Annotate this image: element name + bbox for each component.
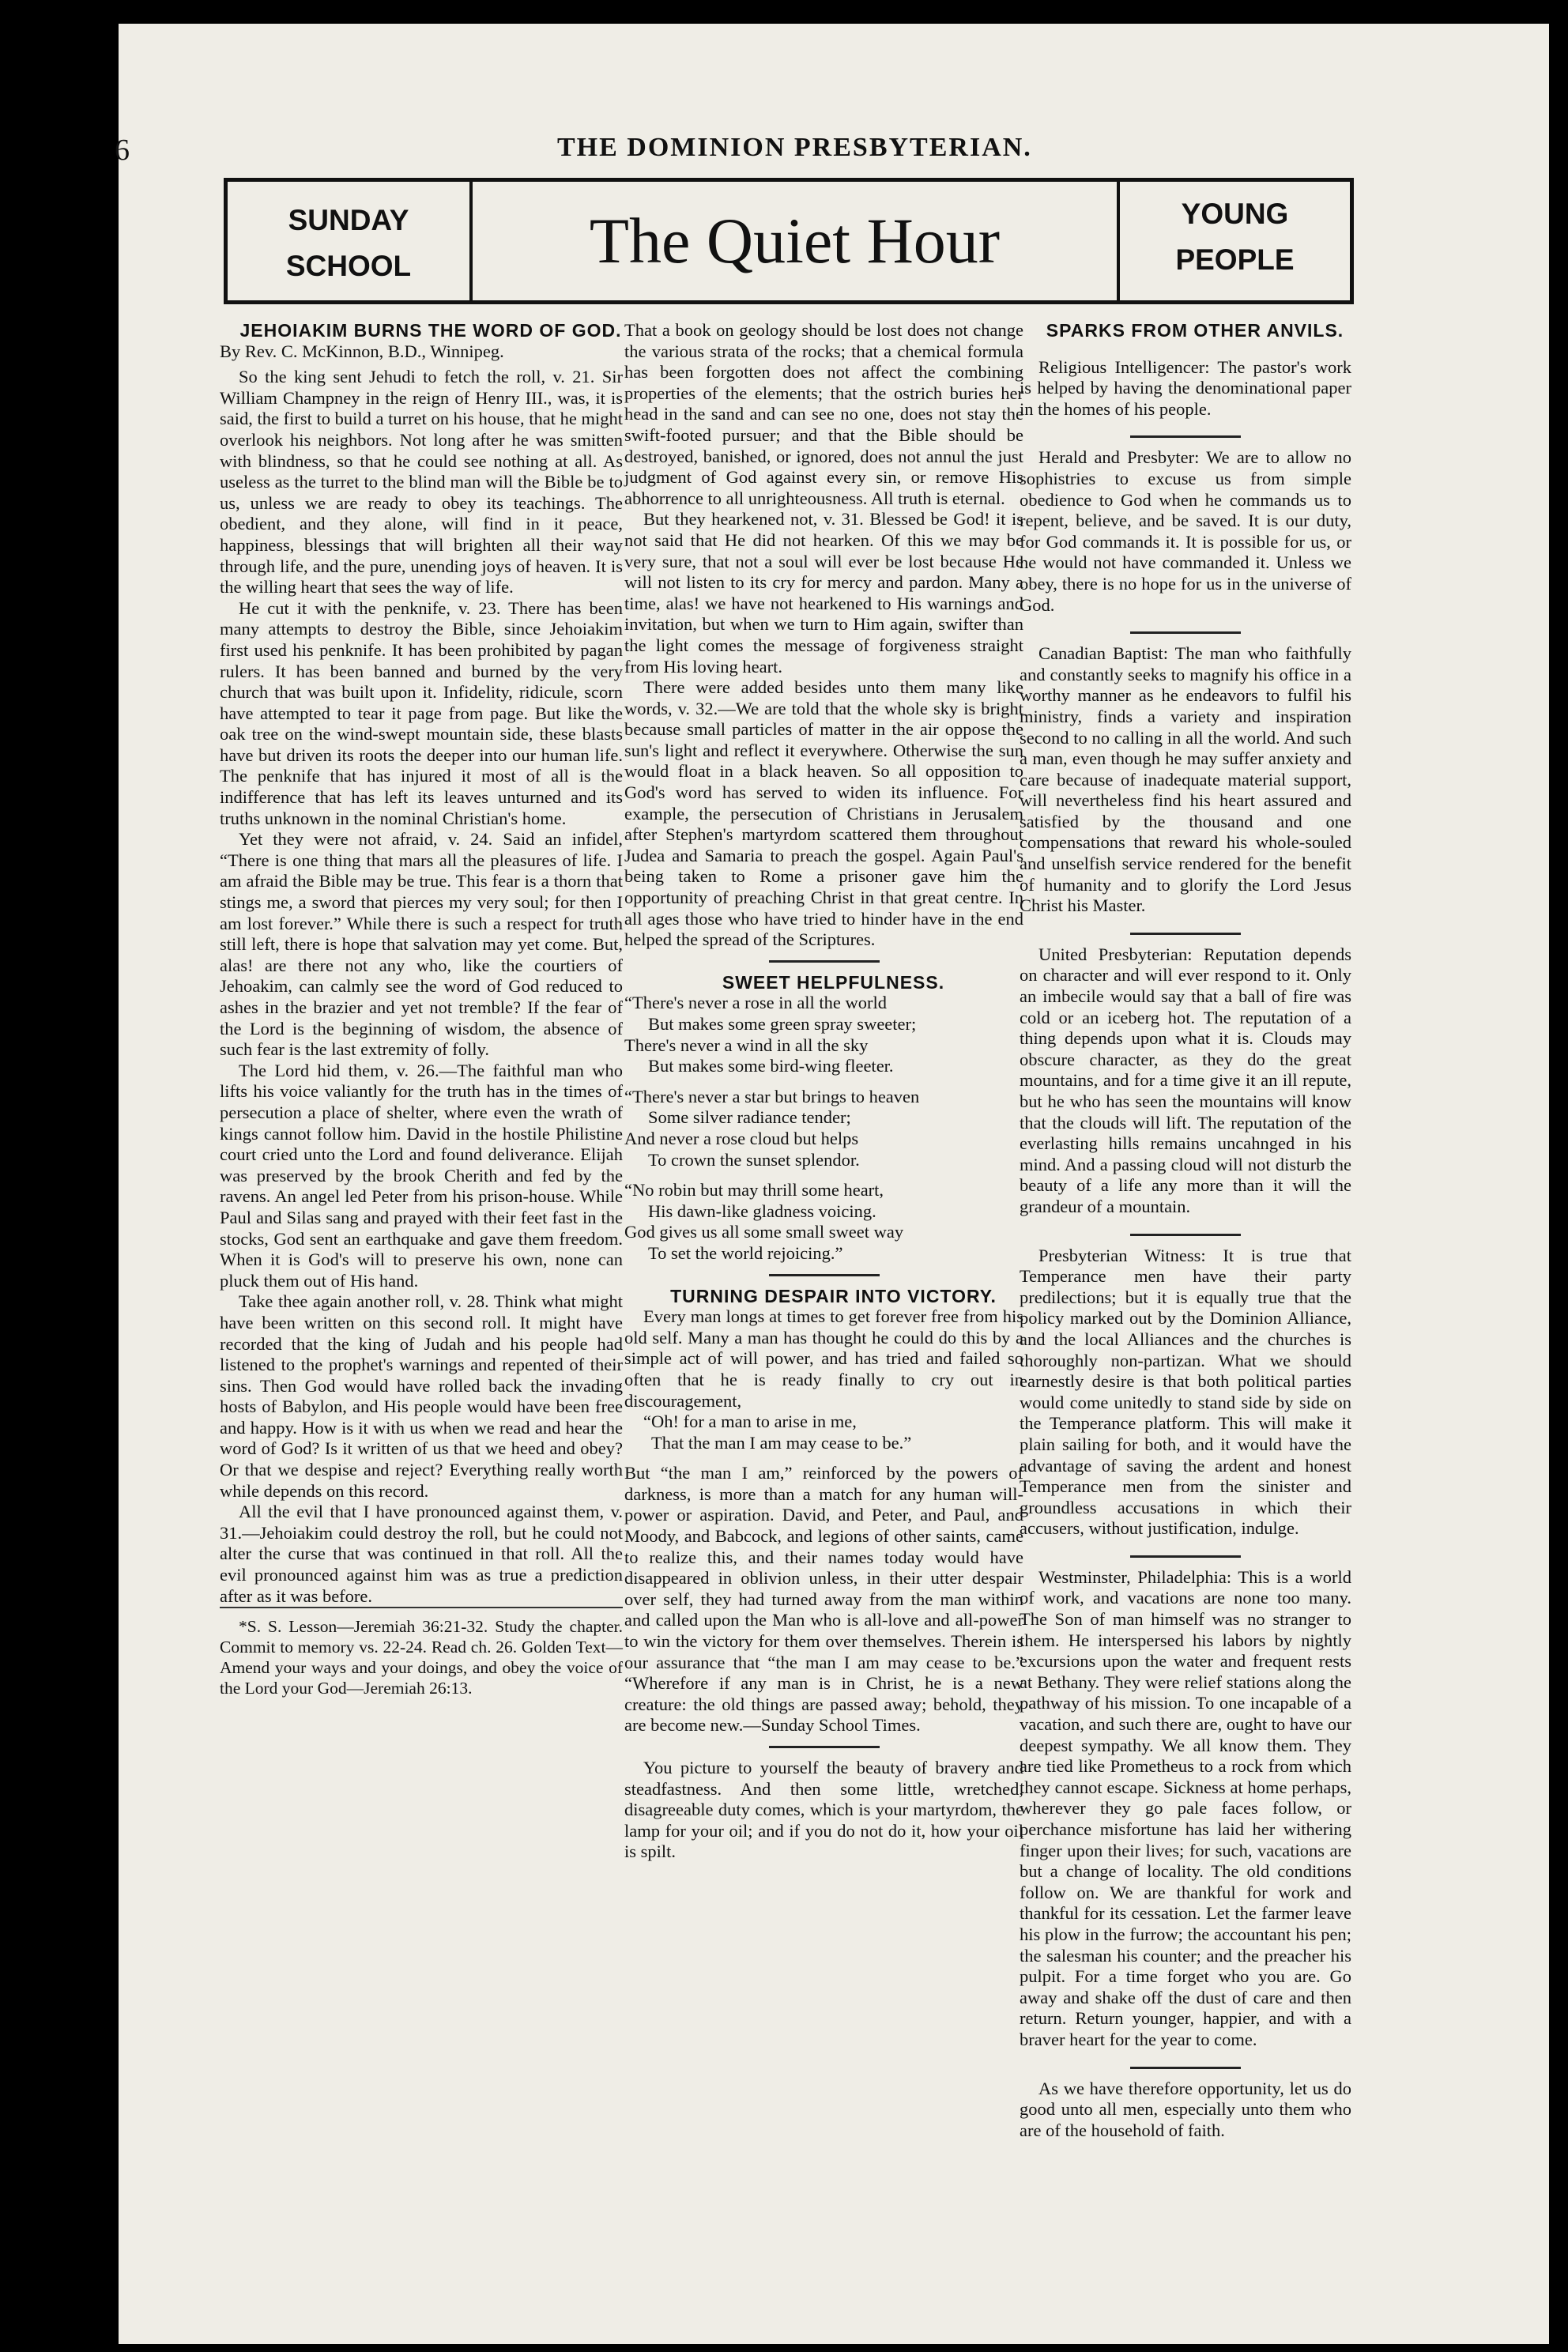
article-byline: By Rev. C. McKinnon, B.D., Winnipeg. [220,341,504,361]
article-heading: TURNING DESPAIR INTO VICTORY. [670,1285,997,1306]
banner-right-line1: YOUNG [1181,198,1289,230]
quote-paragraph: Westminster, Philadelphia: This is a world of work, and vacations are none too many. The Son of man himself was no stranger to them. He interspersed his labors by nightly excursions upon the water and frequent rests at Bethany. They were relief stations along the pathway of his mission. To one incapable of a vacation, and such there are, ought to have our deepest sympathy. We all know them. They are tied like Prometheus to a rock from which they cannot escape. Sickness at home perhaps, wherever they go pale faces follow, or perchance misfortune has laid her withering finger upon their lives; for such, vacations are but a change of locality. The old conditions follow on. We are thankful for work and thankful for its cessation. Let the farmer leave his plow in the furrow; the accountant his pen; the salesman his counter; and the preacher his pulpit. For a time forget who you are. Go away and shake off the dust of care and then return. Return younger, happier, and with a braver heart for the year to come. [1020,1566,1351,2049]
banner-title: The Quiet Hour [589,205,1001,277]
poem-line: To crown the sunset splendor. [648,1149,860,1170]
section-banner [224,178,1354,304]
article-paragraph: That a book on geology should be lost does not change the various strata of the rocks; that a chemical formula has been forgotten does not affect the combining properties of the elements; that the ostrich buries her head in the sand and can see no one, does not stay the swift-footed pursuer; and that the Bible should be destroyed, banished, or ignored, does not annul the just judgment of God against every sin, or remove His abhorrence to all unrighteousness. All truth is eternal. [624,320,1023,508]
poem-line: “No robin but may thrill some heart, [624,1180,884,1200]
section-divider [1130,1234,1241,1236]
article-paragraph: Yet they were not afraid, v. 24. Said an infidel, “There is one thing that mars all the pleasures of life. I am afraid the Bible may be true. This fear is a thorn that stings me, a sword that pierces my very soul; for then I am lost forever.” While there is such a respect for truth still left, there is hope that salvation may yet come. But, alas! are there not any who, like the courtiers of Jehoakim, can calmly see the word of God reduced to ashes in the brazier and yet not tremble? If the fear of the Lord is the beginning of wisdom, the absence of such fear is the last extremity of folly. [220,829,623,1060]
article-heading: JEHOIAKIM BURNS THE WORD OF GOD. [239,320,622,341]
banner-left-line1: SUNDAY [288,204,409,236]
section-divider [1130,631,1241,634]
poem-heading: SWEET HELPFULNESS. [722,971,945,993]
poem-line: But makes some bird-wing fleeter. [648,1056,894,1076]
quote-paragraph: Presbyterian Witness: It is true that Temperance men have their party predilections; but it is equally true that the policy marked out by the Dominion Alliance, and the local Alliances and the churches is thoroughly non-partizan. What we should earnestly desire is that both political parties would come unitedly to stand side by side on the Temperance platform. This will make it plain sailing for both, and it would have the advantage of saving the ardent and honest Temperance men from the sinister and groundless accusations in which their accusers, without justification, indulge. [1020,1245,1351,1539]
poem-line: God gives us all some small sweet way [624,1222,904,1242]
quote-paragraph: As we have therefore opportunity, let us do good unto all men, especially unto them who are of the household of faith. [1020,2078,1351,2140]
article-paragraph: You picture to yourself the beauty of bravery and steadfastness. And then some little, wretched, disagreeable duty comes, which is your martyrdom, the lamp for your oil; and if you do not do it, how your oil is spilt. [624,1758,1023,1862]
banner-left [228,182,473,300]
article-paragraph: So the king sent Jehudi to fetch the roll, v. 21. Sir William Champney in the reign of Henry III., was, it is said, the first to build a turret on his house, that he might overlook his neighbors. Not long after he was smitten with blindness, so that he could see nothing at all. As useless as the turret to the blind man will the Bible be to us, unless we are ready to obey its teachings. The obedient, and they alone, will find in it peace, happiness, blessings that will brighten all their way through life, and the pure, unending joys of heaven. It is the willing heart that sees the way of life. [220,367,623,597]
section-heading: SPARKS FROM OTHER ANVILS. [1046,320,1344,341]
quote-paragraph: Canadian Baptist: The man who faithfully and constantly seeks to magnify his office in a worthy manner as he endeavors to fulfil his ministry, finds a variety and inspiration second to no calling in all the world. And such a man, even though he may suffer anxiety and care because of inadequate material support, will nevertheless find his heart assured and satisfied by the thousand and one compensations that reward his whole-souled and unselfish service rendered for the benefit of humanity and to glorify the Lord Jesus Christ his Master. [1020,643,1351,916]
quote-paragraph: Religious Intelligencer: The pastor's work is helped by having the denominational paper in the homes of his people. [1020,356,1351,419]
poem-stanza [624,1180,1023,1264]
quote-paragraph: United Presbyterian: Reputation depends on character and will ever respond to it. Only an imbecile would say that a ball of fire was cold or an iceberg hot. The reputation of a thing depends upon what it is. Clouds may obscure character, as they do the great mountains, and for a time give it an ill repute, but he who has seen the mountains will know that the clouds will lift. The reputation of the everlasting hills remains uncahnged in his mind. And a passing cloud will not disturb the beauty of a life any more than it will the grandeur of a mountain. [1020,944,1351,1216]
article-paragraph: But they hearkened not, v. 31. Blessed be God! it is not said that He did not hearken. Of this we may be very sure, that not a soul will ever be lost because He will not listen to its cry for mercy and pardon. Many a time, alas! we have not hearkened to His warnings and invitation, but when we turn to Him again, swifter than the light comes the message of forgiveness straight from His loving heart. [624,509,1023,677]
page-number: 6 [115,134,130,167]
article-paragraph: Take thee again another roll, v. 28. Think what might have been written on this second roll. It might have recorded that the king of Judah and his people had listened to the prophet's warnings and repented of their sins. Then God would have rolled back the invading hosts of Babylon, and His people would have been free and happy. How is it with us when we read and hear the word of God? Is it written of us that we heed and obey? Or that we despise and reject? Everything really worth while depends on this record. [220,1291,623,1501]
article-paragraph: The Lord hid them, v. 26.—The faithful man who lifts his voice valiantly for the truth has in the times of persecution a place of shelter, where even the wrath of kings cannot follow him. David in the hostile Philistine court cried unto the Lord and found deliverance. Elijah was preserved by the brook Cherith and fed by the ravens. An angel led Peter from his prison-house. While Paul and Silas sang and prayed with their feet fast in the stocks, God sent an earthquake and gave them freedom. When it is God's will to preserve his own, none can pluck them out of His hand. [220,1060,623,1291]
paper-title: THE DOMINION PRESBYTERIAN. [557,133,1032,162]
poem-line: “There's never a star but brings to heaven [624,1086,920,1106]
section-divider [1130,2067,1241,2069]
article-paragraph: All the evil that I have pronounced against them, v. 31.—Jehoiakim could destroy the roll, but he could not alter the curse that was continued in that roll. All the evil pronounced against him was as true a prediction after as it was before. [220,1502,623,1606]
poem-line: “There's never a rose in all the world [624,993,888,1013]
section-divider [1130,435,1241,438]
poem-line: But makes some green spray sweeter; [648,1014,917,1034]
poem-stanza [624,1087,1023,1170]
scan-border [0,0,119,2352]
article-paragraph: There were added besides unto them many like words, v. 32.—We are told that the whole sky is bright because small particles of matter in the air oppose the sun's light and reflect it everywhere. Otherwise the sun would float in a black heaven. So all opposition to God's word has served to widen its influence. For example, the persecution of Christians in Jerusalem after Stephen's martyrdom scattered them throughout Judea and Samaria to preach the gospel. Again Paul's being taken to Rome a prisoner gave him the opportunity of preaching Christ in that great centre. In all ages those who have tried to hinder have in the end helped the spread of the Scriptures. [624,677,1023,950]
article-paragraph: He cut it with the penknife, v. 23. There has been many attempts to destroy the Bible, since Jehoiakim first used his penknife. It has been prohibited by pagan rulers. It has been banned and burned by the very church that was built upon it. Infidelity, ridicule, scorn have attempted to tear it page from page. But like the oak tree on the wind-swept mountain side, these blasts have but driven its roots the deeper into our human life. The penknife that has injured it most of all is the indifference that has left its leaves unturned and its truths unknown in the nominal Christian's home. [220,597,623,828]
lesson-footnote: *S. S. Lesson—Jeremiah 36:21-32. Study the chapter. Commit to memory vs. 22-24. Read ch. 26. Golden Text—Amend your ways and your doings, and obey the voice of the Lord your God—Jeremiah 26:13. [220,1607,623,1698]
poem-line: His dawn-like gladness voicing. [648,1200,876,1221]
section-divider [769,960,880,963]
banner-left-line2: SCHOOL [285,250,412,282]
quote-line: That the man I am may cease to be.” [651,1432,912,1453]
article-paragraph: Every man longs at times to get forever free from his old self. Many a man has thought he could do this by a simple act of will power, and has tried and failed so often that he is ready finally to cry out in discouragement, [624,1306,1023,1411]
banner-right-line2: PEOPLE [1175,243,1295,276]
poem-line: Some silver radiance tender; [648,1107,851,1128]
poem-line: To set the world rejoicing.” [648,1242,843,1263]
column-young-people [1020,320,1351,2157]
article-paragraph: But “the man I am,” reinforced by the powers of darkness, is more than a match for any human will-power or aspiration. David, and Peter, and Paul, and Moody, and Babcock, and legions of other saints, came to realize this, and their names today would have disappeared in oblivion unless, in their utter despair over self, they had turned away from the man within and called upon the Man who is all-love and all-power to win the victory for them over themselves. Therein is our assurance that “the man I am may cease to be.” “Wherefore if any man is in Christ, he is a new creature: the old things are passed away; behold, they are become new.—Sunday School Times. [624,1463,1023,1736]
poem-line: There's never a wind in all the sky [624,1035,869,1055]
column-middle [624,320,1023,1863]
quote-paragraph: Herald and Presbyter: We are to allow no sophistries to excuse us from simple obedience to God when he commands us to repent, believe, and be saved. It is our duty, for God commands it. It is possible for us, or he would not have commanded it. Unless we obey, there is no hope for us in the universe of God. [1020,447,1351,615]
section-divider [769,1746,880,1748]
quote-line: “Oh! for a man to arise in me, [643,1412,857,1432]
section-divider [1130,933,1241,935]
poem-line: And never a rose cloud but helps [624,1128,859,1148]
column-sunday-school [220,320,623,1698]
banner-right [1117,182,1350,300]
section-divider [1130,1555,1241,1558]
section-divider [769,1274,880,1276]
poem-stanza [624,993,1023,1076]
